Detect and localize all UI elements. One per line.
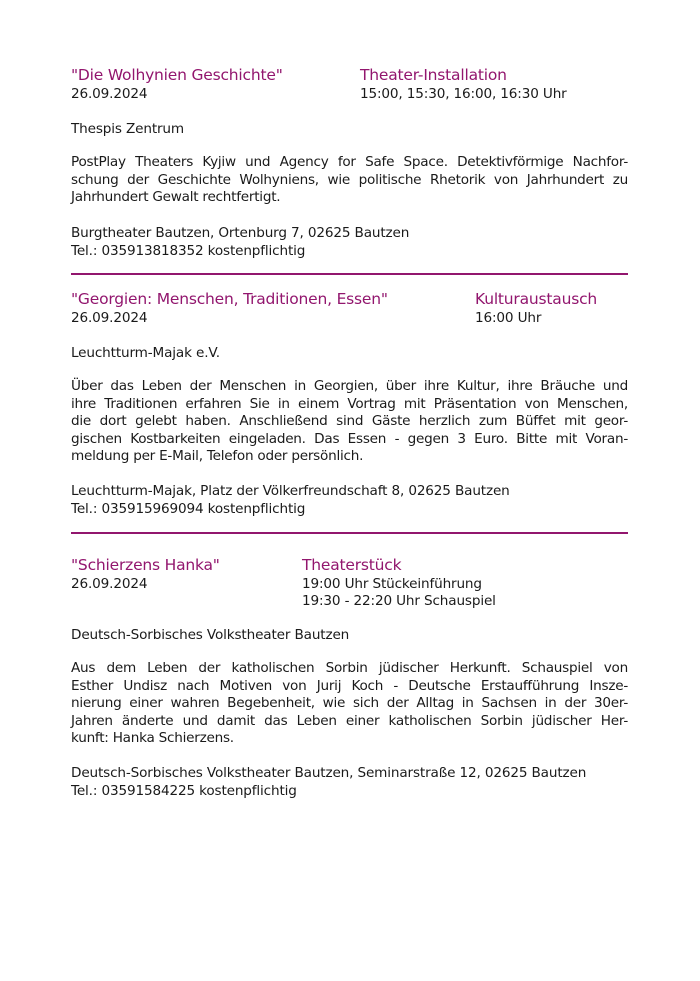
event-address: Deutsch-Sorbisches Volkstheater Bautzen, Seminarstraße 12, 02625 Bautzen: [71, 765, 587, 781]
description-line: Über das Leben der Menschen in Georgien, über ihre Kultur, ihre Bräuche und: [71, 378, 628, 394]
event-time: 19:00 Uhr Stückeinführung: [302, 576, 482, 592]
event-time: 16:00 Uhr: [475, 310, 542, 326]
divider: [71, 532, 628, 534]
event-title: "Schierzens Hanka": [71, 556, 220, 574]
event-category: Kulturaustausch: [475, 290, 598, 308]
event-date: 26.09.2024: [71, 86, 148, 102]
event-organizer: Leuchtturm-Majak e.V.: [71, 345, 220, 361]
event-organizer: Thespis Zentrum: [71, 121, 184, 137]
description-line: Esther Undisz nach Motiven von Jurij Koch - Deutsche Erstaufführung Insze-: [71, 677, 628, 694]
event-address: Burgtheater Bautzen, Ortenburg 7, 02625 Bautzen: [71, 225, 410, 241]
description-line: gischen Kostbarkeiten eingeladen. Das Essen - gegen 3 Euro. Bitte mit Voran-: [71, 430, 628, 447]
description-line: Jahrhundert Gewalt rechtfertigt.: [71, 189, 281, 206]
description-line: ihre Traditionen erfahren Sie in einem Vortrag mit Präsentation von Menschen,: [71, 395, 628, 412]
description-line: Jahren änderte und damit das Leben einer katholischen Sorbin jüdischer Her-: [71, 712, 628, 729]
description-line: PostPlay Theaters Kyjiw und Agency for Safe Space. Detektivförmige Nachfor-: [71, 154, 628, 170]
event-category: Theater-Installation: [360, 66, 507, 84]
event-time: 15:00, 15:30, 16:00, 16:30 Uhr: [360, 86, 567, 102]
description-line: die dort gelebt haben. Anschließend sind Gäste herzlich zum Büffet mit geor-: [71, 413, 628, 430]
event-description: [71, 660, 628, 748]
event-phone: Tel.: 035913818352 kostenpflichtig: [71, 243, 306, 259]
event-title: "Die Wolhynien Geschichte": [71, 66, 283, 84]
event-organizer: Deutsch-Sorbisches Volkstheater Bautzen: [71, 627, 350, 643]
event-date: 26.09.2024: [71, 576, 148, 592]
description-line: nierung einer wahren Begebenheit, wie sich der Alltag in Sachsen in der 30er-: [71, 695, 628, 712]
event-description: [71, 154, 628, 207]
description-line: schung der Geschichte Wolhyniens, wie politische Rhetorik von Jahrhundert zu: [71, 171, 628, 188]
event-description: [71, 378, 628, 466]
event-phone: Tel.: 035915969094 kostenpflichtig: [71, 501, 306, 517]
description-line: Aus dem Leben der katholischen Sorbin jüdischer Herkunft. Schauspiel von: [71, 660, 628, 676]
description-line: kunft: Hanka Schierzens.: [71, 730, 234, 747]
divider: [71, 273, 628, 275]
description-line: meldung per E-Mail, Telefon oder persönlich.: [71, 448, 364, 465]
event-category: Theaterstück: [302, 556, 402, 574]
event-time: 19:30 - 22:20 Uhr Schauspiel: [302, 593, 496, 609]
event-phone: Tel.: 03591584225 kostenpflichtig: [71, 783, 297, 799]
event-title: "Georgien: Menschen, Traditionen, Essen": [71, 290, 388, 308]
event-date: 26.09.2024: [71, 310, 148, 326]
event-address: Leuchtturm-Majak, Platz der Völkerfreundschaft 8, 02625 Bautzen: [71, 483, 510, 499]
